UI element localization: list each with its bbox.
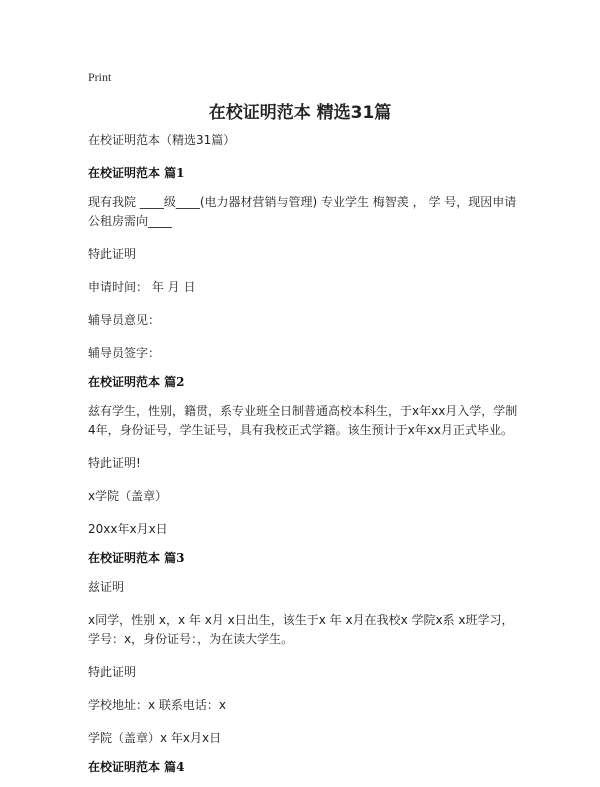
- section1-counselor-opinion: 辅导员意见：: [88, 313, 161, 327]
- document-subtitle: 在校证明范本（精选31篇）: [88, 133, 236, 147]
- section-heading-1: 在校证明范本 篇1: [88, 166, 185, 180]
- section3-intro: 兹证明: [88, 580, 125, 594]
- document-body: [88, 131, 518, 787]
- section3-certify: 特此证明: [88, 665, 137, 679]
- section2-seal: x学院（盖章）: [88, 489, 168, 503]
- section3-address: 学校地址：x 联系电话：x: [88, 698, 227, 712]
- section1-paragraph: 现有我院 ____级____(电力器材营销与管理) 专业学生 梅智羡 ， 学 号，现因申请公租房需向____: [88, 195, 517, 228]
- section1-certify: 特此证明: [88, 247, 137, 261]
- section2-paragraph: 兹有学生，性别，籍贯，系专业班全日制普通高校本科生，于x年xx月入学，学制4年，身份证号，学生证号，具有我校正式学籍。该生预计于x年xx月正式毕业。: [88, 404, 518, 437]
- page-title: 在校证明范本 精选31篇: [208, 103, 392, 123]
- section1-counselor-signature: 辅导员签字：: [88, 346, 161, 360]
- section2-certify: 特此证明!: [88, 456, 141, 470]
- section-heading-2: 在校证明范本 篇2: [88, 375, 185, 389]
- print-label: Print: [88, 70, 112, 84]
- section-heading-4: 在校证明范本 篇4: [88, 760, 185, 774]
- section3-seal-date: 学院（盖章）x 年x月x日: [88, 731, 222, 745]
- section2-date: 20xx年x月x日: [88, 522, 168, 536]
- section1-apply-time: 申请时间： 年 月 日: [88, 280, 196, 294]
- section-heading-3: 在校证明范本 篇3: [88, 551, 185, 565]
- section3-paragraph: x同学，性别 x，x 年 x月 x日出生，该生于x 年 x月在我校x 学院x系 x班学习，学号：x，身份证号：，为在读大学生。: [88, 613, 514, 646]
